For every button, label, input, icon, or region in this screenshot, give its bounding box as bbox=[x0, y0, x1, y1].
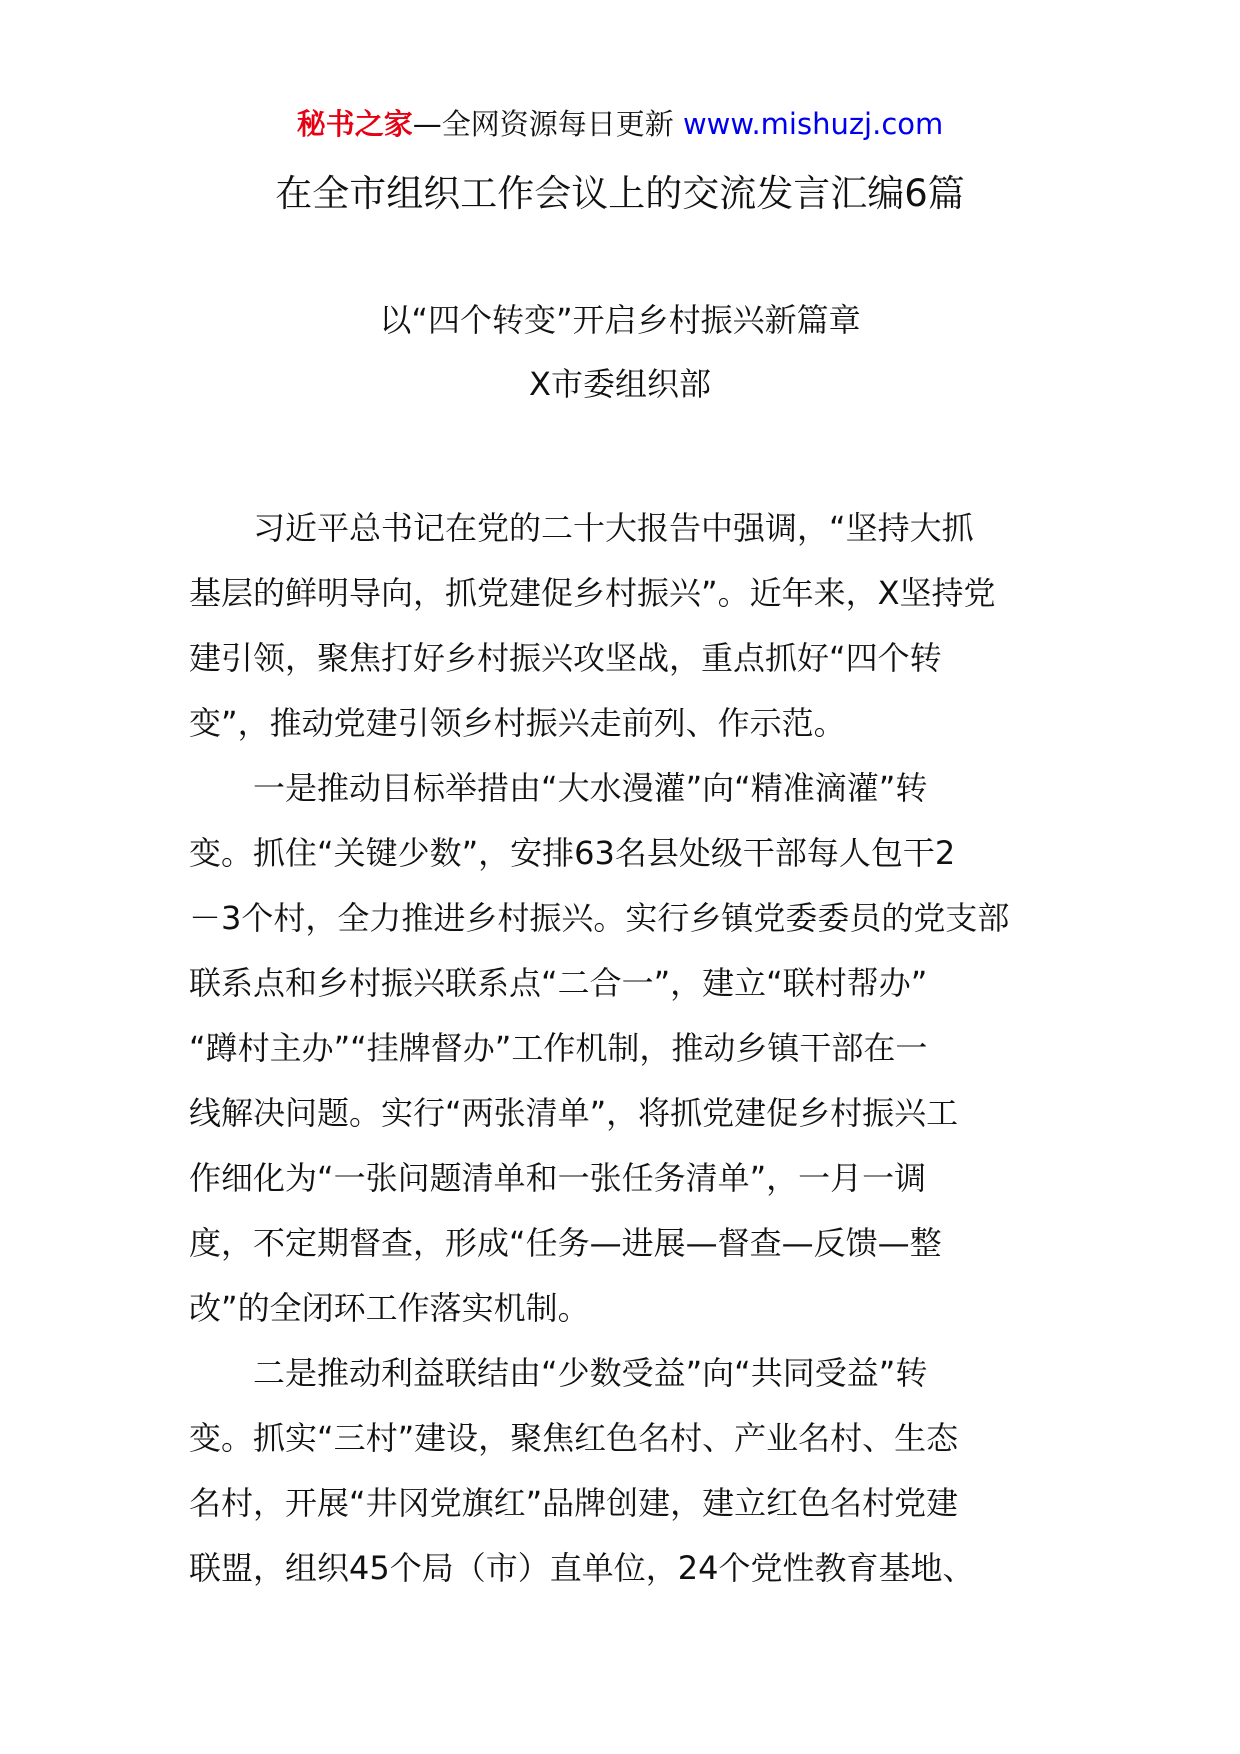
body-line: 联盟，组织45个局（市）直单位，24个党性教育基地、 bbox=[189, 1549, 975, 1587]
site-brand: 秘书之家 bbox=[296, 107, 413, 141]
body-line: 变”，推动党建引领乡村振兴走前列、作示范。 bbox=[189, 704, 846, 742]
body-line: 变。抓实“三村”建设，聚焦红色名村、产业名村、生态 bbox=[189, 1419, 959, 1457]
article-body bbox=[189, 496, 1069, 1601]
body-line: 名村，开展“井冈党旗红”品牌创建，建立红色名村党建 bbox=[189, 1484, 959, 1522]
body-line: 建引领，聚焦打好乡村振兴攻坚战，重点抓好“四个转 bbox=[189, 639, 942, 677]
body-line: 改”的全闭环工作落实机制。 bbox=[189, 1289, 590, 1327]
site-url-link[interactable]: www.mishuzj.com bbox=[682, 107, 944, 141]
body-line: 一是推动目标举措由“大水漫灌”向“精准滴灌”转 bbox=[189, 769, 928, 807]
body-line: 度，不定期督查，形成“任务—进展—督查—反馈—整 bbox=[189, 1224, 942, 1262]
body-line: 变。抓住“关键少数”，安排63名县处级干部每人包干2 bbox=[189, 834, 956, 872]
document-title: 在全市组织工作会议上的交流发言汇编6篇 bbox=[275, 172, 965, 215]
header-tagline: —全网资源每日更新 bbox=[412, 107, 683, 141]
article-subtitle: 以“四个转变”开启乡村振兴新篇章 bbox=[379, 301, 861, 339]
body-line: 联系点和乡村振兴联系点“二合一”，建立“联村帮办” bbox=[189, 964, 928, 1002]
body-line: 作细化为“一张问题清单和一张任务清单”，一月一调 bbox=[189, 1159, 927, 1197]
body-line: 基层的鲜明导向，抓党建促乡村振兴”。近年来，X坚持党 bbox=[189, 574, 996, 612]
body-line: “蹲村主办”“挂牌督办”工作机制，推动乡镇干部在一 bbox=[189, 1029, 928, 1067]
site-header bbox=[0, 102, 1240, 146]
body-line: －3个村，全力推进乡村振兴。实行乡镇党委委员的党支部 bbox=[189, 899, 1010, 937]
body-line: 习近平总书记在党的二十大报告中强调，“坚持大抓 bbox=[189, 509, 974, 547]
body-line: 二是推动利益联结由“少数受益”向“共同受益”转 bbox=[189, 1354, 928, 1392]
body-line: 线解决问题。实行“两张清单”，将抓党建促乡村振兴工 bbox=[189, 1094, 959, 1132]
article-author: X市委组织部 bbox=[529, 365, 711, 403]
